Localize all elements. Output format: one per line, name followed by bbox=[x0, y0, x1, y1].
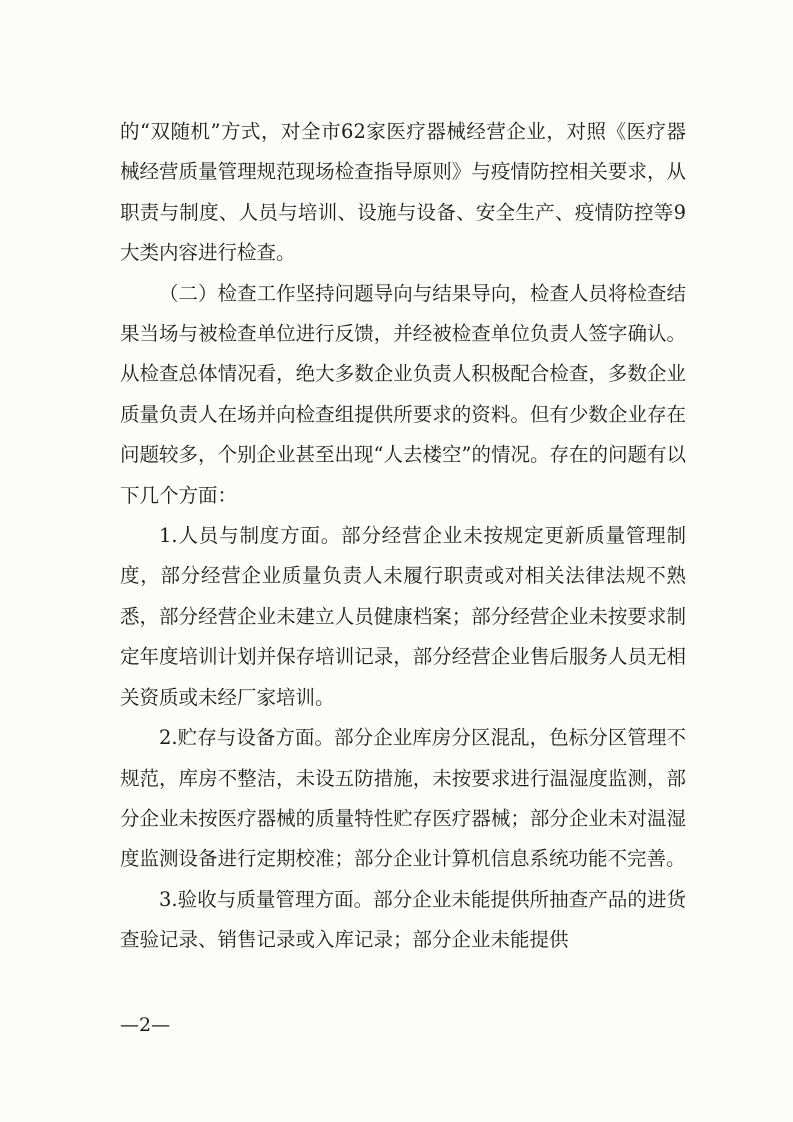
paragraph-continuation: 的“双随机”方式，对全市62家医疗器械经营企业，对照《医疗器械经营质量管理规范现场检查指导原则》与疫情防控相关要求，从职责与制度、人员与培训、设施与设备、安全生产、疫情防控等9大类内容进行检查。 bbox=[120, 120, 686, 265]
paragraph-inspection-approach: （二）检查工作坚持问题导向与结果导向，检查人员将检查结果当场与被检查单位进行反馈，并经被检查单位负责人签字确认。从检查总体情况看，绝大多数企业负责人积极配合检查，多数企业质量负责人在场并向检查组提供所要求的资料。但有少数企业存在问题较多，个别企业甚至出现“人去楼空”的情况。存在的问题有以下几个方面： bbox=[120, 281, 686, 507]
paragraph-acceptance-and-quality: 3.验收与质量管理方面。部分企业未能提供所抽查产品的进货查验记录、销售记录或入库记录；部分企业未能提供 bbox=[120, 887, 686, 952]
page-number: —2— bbox=[120, 1014, 171, 1036]
document-body bbox=[120, 112, 686, 961]
paragraph-personnel-and-systems: 1.人员与制度方面。部分经营企业未按规定更新质量管理制度，部分经营企业质量负责人未履行职责或对相关法律法规不熟悉，部分经营企业未建立人员健康档案；部分经营企业未按要求制定年度培训计划并保存培训记录，部分经营企业售后服务人员无相关资质或未经厂家培训。 bbox=[120, 524, 686, 709]
paragraph-storage-and-equipment: 2.贮存与设备方面。部分企业库房分区混乱，色标分区管理不规范，库房不整洁，未设五防措施，未按要求进行温湿度监测，部分企业未按医疗器械的质量特性贮存医疗器械；部分企业未对温湿度监测设备进行定期校准；部分企业计算机信息系统功能不完善。 bbox=[120, 726, 686, 871]
